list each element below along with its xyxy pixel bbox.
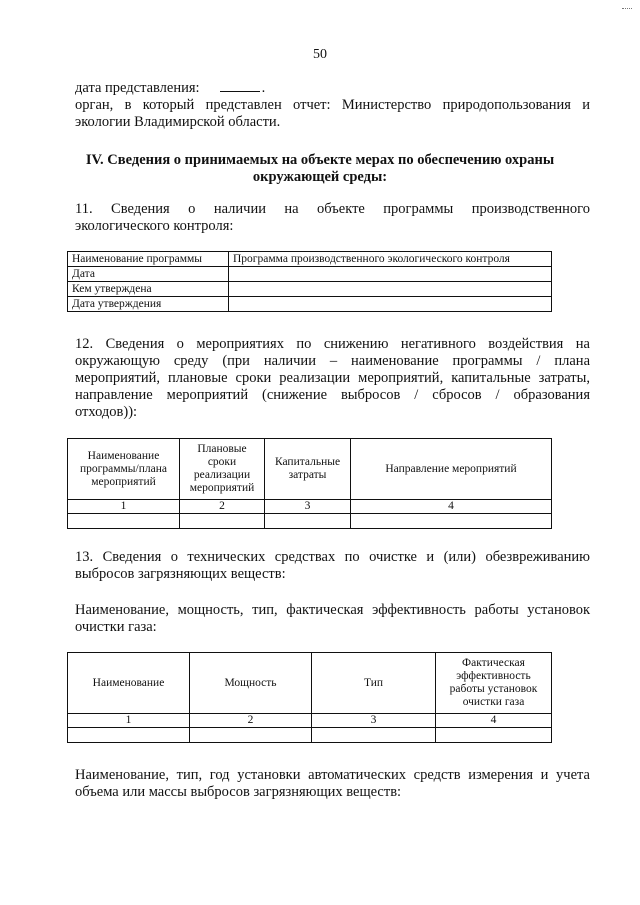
- table-cell: [265, 514, 351, 529]
- table-header-row: [68, 439, 552, 500]
- header-type: Тип: [312, 653, 436, 714]
- item11-line2: экологического контроля:: [75, 218, 234, 234]
- col-number: 2: [180, 500, 265, 514]
- col-number: 1: [68, 500, 180, 514]
- approval-date-value: [229, 297, 552, 312]
- table-header-row: [68, 653, 552, 714]
- approved-by-value: [229, 282, 552, 297]
- table-cell: [190, 728, 312, 743]
- gas-cleaning-line2: очистки газа:: [75, 619, 157, 635]
- page-number: 50: [313, 47, 327, 62]
- item12-line3: мероприятий, плановые сроки реализации мероприятий, капитальные затраты,: [75, 370, 590, 386]
- section-title-line2: окружающей среды:: [252, 169, 388, 185]
- item13-line1: 13. Сведения о технических средствах по очистке и (или) обезвреживанию: [75, 549, 590, 565]
- measures-table: [67, 438, 552, 529]
- table-number-row: [68, 714, 552, 728]
- item12-line2: окружающую среду (при наличии – наименование программы / плана: [75, 353, 590, 369]
- approved-by-label: Кем утверждена: [68, 282, 229, 297]
- final-line2: объема или массы выбросов загрязняющих веществ:: [75, 784, 402, 800]
- col-number: 4: [436, 714, 552, 728]
- program-table: [67, 251, 552, 312]
- submission-date-blank: [220, 79, 260, 92]
- col-number: 3: [265, 500, 351, 514]
- approval-date-label: Дата утверждения: [68, 297, 229, 312]
- program-date-value: [229, 267, 552, 282]
- header-planned-terms: Плановые сроки реализации мероприятий: [180, 439, 265, 500]
- authority-line-2: экологии Владимирской области.: [75, 114, 281, 130]
- program-name-value: Программа производственного экологического контроля: [229, 252, 552, 267]
- header-program-name: Наименование программы/плана мероприятий: [68, 439, 180, 500]
- table-row: [68, 297, 552, 312]
- table-row: [68, 282, 552, 297]
- program-name-label: Наименование программы: [68, 252, 229, 267]
- col-number: 1: [68, 714, 190, 728]
- table-cell: [312, 728, 436, 743]
- item13-line2: выбросов загрязняющих веществ:: [75, 566, 286, 582]
- col-number: 4: [351, 500, 552, 514]
- submission-date-line: дата представления: .: [75, 80, 266, 96]
- scan-mark: [622, 8, 632, 13]
- table-cell: [180, 514, 265, 529]
- table-number-row: [68, 500, 552, 514]
- gas-cleaning-line1: Наименование, мощность, тип, фактическая эффективность работы установок: [75, 602, 590, 618]
- table-row: [68, 252, 552, 267]
- gas-cleaning-table: [67, 652, 552, 743]
- table-row: [68, 514, 552, 529]
- section-title-line1: IV. Сведения о принимаемых на объекте мерах по обеспечению охраны: [85, 152, 555, 168]
- table-cell: [68, 728, 190, 743]
- table-cell: [351, 514, 552, 529]
- table-row: [68, 267, 552, 282]
- submission-date-label: дата представления:: [75, 80, 200, 96]
- item12-line4: направление мероприятий (снижение выбросов / сбросов / образования: [75, 387, 590, 403]
- header-direction: Направление мероприятий: [351, 439, 552, 500]
- header-capacity: Мощность: [190, 653, 312, 714]
- header-capital-costs: Капитальные затраты: [265, 439, 351, 500]
- col-number: 3: [312, 714, 436, 728]
- program-date-label: Дата: [68, 267, 229, 282]
- header-efficiency: Фактическая эффективность работы установок очистки газа: [436, 653, 552, 714]
- authority-line-1: орган, в который представлен отчет: Министерство природопользования и: [75, 97, 590, 113]
- item12-line1: 12. Сведения о мероприятиях по снижению негативного воздействия на: [75, 336, 590, 352]
- table-cell: [68, 514, 180, 529]
- table-cell: [436, 728, 552, 743]
- col-number: 2: [190, 714, 312, 728]
- item12-line5: отходов)):: [75, 404, 138, 420]
- final-line1: Наименование, тип, год установки автоматических средств измерения и учета: [75, 767, 590, 783]
- table-row: [68, 728, 552, 743]
- header-name: Наименование: [68, 653, 190, 714]
- item11-line1: 11. Сведения о наличии на объекте программы производственного: [75, 201, 590, 217]
